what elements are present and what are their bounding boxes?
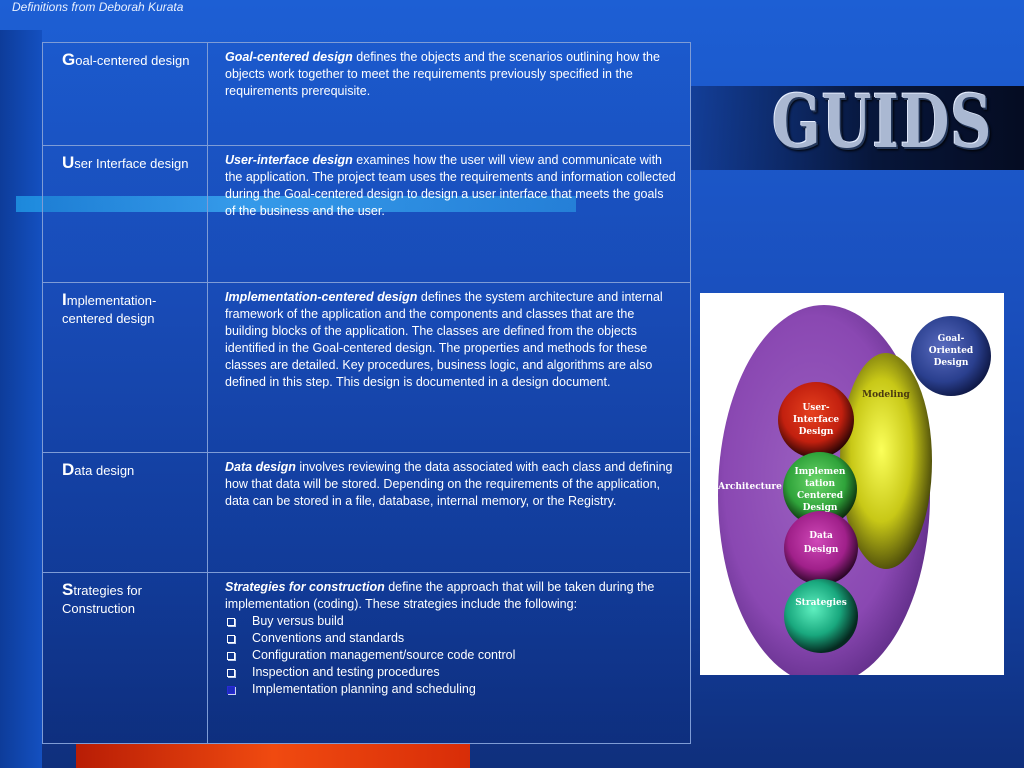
goal-label-line: Goal- <box>937 334 965 344</box>
row-label-rest: ata design <box>74 463 135 478</box>
data-label-line: Data <box>809 531 833 541</box>
row-label <box>43 43 208 145</box>
definition-text: involves reviewing the data associated with each class and defining how that data will be stored. Depending on the requirements of the application, data can be stored in a file, database, internal memory, or the Registry. <box>225 460 673 508</box>
row-label <box>43 283 208 452</box>
goal-oriented-design-circle <box>911 316 991 396</box>
table-row <box>43 283 690 453</box>
ui-label-line: Interface <box>792 415 840 425</box>
row-initial: D <box>62 460 75 479</box>
definition-term: User-interface design <box>225 153 353 167</box>
row-initial: U <box>62 153 75 172</box>
left-decor-strip <box>0 30 42 768</box>
strategies-label: Strategies <box>795 598 847 608</box>
strategies-circle <box>784 579 858 653</box>
list-item: Buy versus build <box>225 613 676 630</box>
definition-term: Goal-centered design <box>225 50 353 64</box>
table-row <box>43 573 690 743</box>
row-definition <box>208 283 690 452</box>
definition-term: Strategies for construction <box>225 580 385 594</box>
definition-text: examines how the user will view and communicate with the application. The project team uses the requirements and information collected during the Goal-centered design to design a user interface that meets the goals of the business and the user. <box>225 153 676 218</box>
slide-heading: GUIDS <box>772 78 993 166</box>
list-item: Implementation planning and scheduling <box>225 681 676 698</box>
goal-label-line: Design <box>933 358 969 368</box>
orange-accent-bar <box>76 744 470 768</box>
impl-label-line: tation <box>804 479 836 489</box>
definition-text: define the approach that will be taken during the implementation (coding). These strategies include the following: <box>225 580 655 611</box>
definition-text: defines the objects and the scenarios outlining how the objects work together to meet the requirements previously specified in the requirements prerequisite. <box>225 50 660 98</box>
row-label-rest: oal-centered design <box>75 53 190 68</box>
table-row <box>43 43 690 146</box>
credit-text: Definitions from Deborah Kurata <box>12 0 184 14</box>
strategy-list <box>225 613 676 698</box>
row-label-rest: mplementation-centered design <box>62 293 157 326</box>
definition-term: Data design <box>225 460 296 474</box>
definition-text: defines the system architecture and internal framework of the application and the components and classes that are the building blocks of the application. The classes are defined from the objects identified in the Goal-centered design. The properties and methods for these classes are detailed. Key procedures, business logic, and algorithms are also defined in this step. This design is documented in a design document. <box>225 290 663 389</box>
modeling-label: Modeling <box>862 390 910 400</box>
row-initial: S <box>62 580 74 599</box>
row-initial: G <box>62 50 76 69</box>
guids-diagram <box>700 293 1004 675</box>
row-definition <box>208 43 690 145</box>
row-label <box>43 573 208 743</box>
impl-label-line: Design <box>802 503 838 513</box>
row-label <box>43 453 208 572</box>
list-item: Inspection and testing procedures <box>225 664 676 681</box>
definition-term: Implementation-centered design <box>225 290 418 304</box>
impl-label-line: Implemen <box>794 467 846 477</box>
row-definition <box>208 146 690 282</box>
impl-label-line: Centered <box>796 491 844 501</box>
goal-label-line: Oriented <box>928 346 974 356</box>
ui-label-line: Design <box>798 427 834 437</box>
row-definition <box>208 453 690 572</box>
list-item: Conventions and standards <box>225 630 676 647</box>
table-row <box>43 453 690 573</box>
ui-label-line: User- <box>802 403 830 413</box>
row-label <box>43 146 208 282</box>
row-initial: I <box>62 290 67 309</box>
row-label-rest: trategies for Construction <box>62 583 142 616</box>
data-label-line: Design <box>803 545 839 555</box>
row-definition <box>208 573 690 743</box>
architecture-label: Architecture <box>718 482 782 492</box>
row-label-rest: ser Interface design <box>74 156 189 171</box>
table-row <box>43 146 690 283</box>
definitions-table <box>42 42 691 744</box>
list-item: Configuration management/source code control <box>225 647 676 664</box>
